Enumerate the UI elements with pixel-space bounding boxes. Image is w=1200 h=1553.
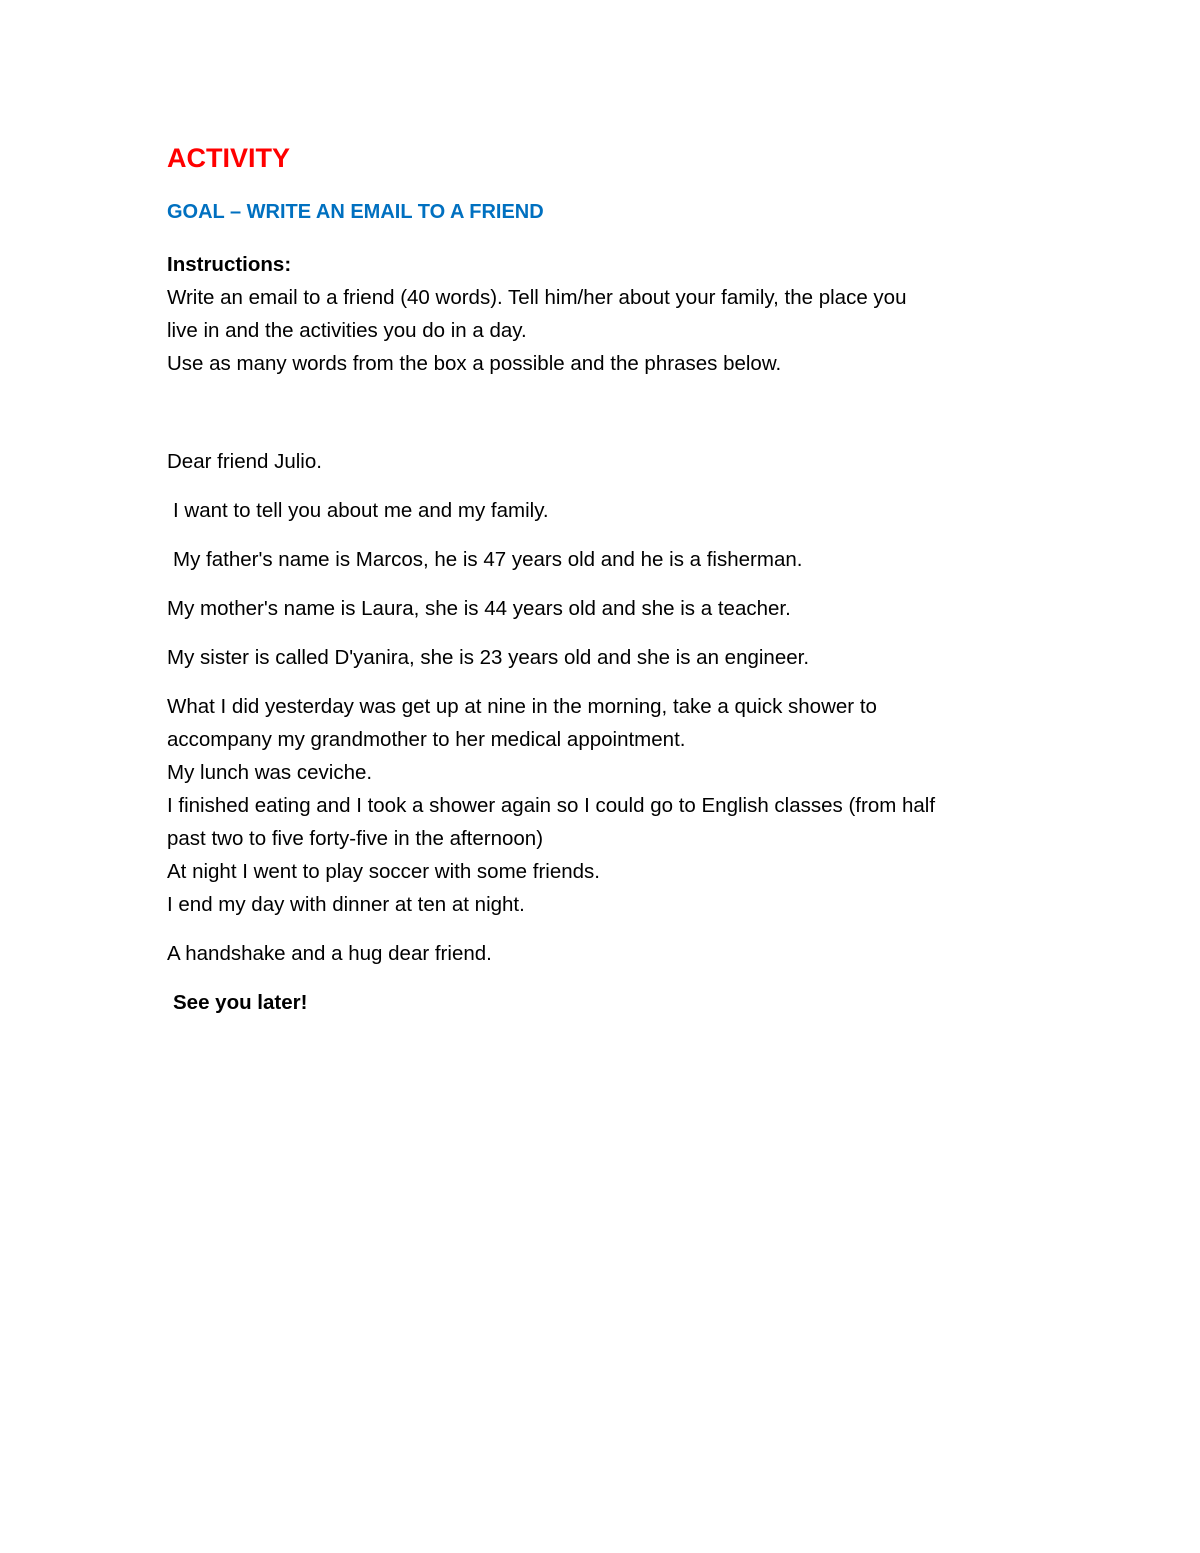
email-father: My father's name is Marcos, he is 47 years old and he is a fisherman. [173,548,803,571]
document-content [167,140,1047,1014]
email-body [167,445,1047,1035]
email-yesterday-paragraph [167,690,1047,921]
email-farewell: A handshake and a hug dear friend. [167,942,492,965]
email-yesterday-line: accompany my grandmother to her medical appointment. [167,728,686,751]
email-mother: My mother's name is Laura, she is 44 years old and she is a teacher. [167,597,791,620]
email-yesterday-line: My lunch was ceviche. [167,761,373,784]
email-greeting: Dear friend Julio. [167,450,322,473]
email-yesterday-line: At night I went to play soccer with some friends. [167,860,600,883]
instructions-section [167,248,1047,380]
email-intro: I want to tell you about me and my family. [173,499,549,522]
instructions-line: Use as many words from the box a possible and the phrases below. [167,352,782,375]
email-yesterday-line: What I did yesterday was get up at nine in the morning, take a quick shower to [167,695,877,718]
email-yesterday-line: I end my day with dinner at ten at night. [167,893,525,916]
instructions-line: live in and the activities you do in a day. [167,319,527,342]
email-sister: My sister is called D'yanira, she is 23 years old and she is an engineer. [167,646,810,669]
email-signoff: See you later! [173,991,308,1014]
email-yesterday-line: I finished eating and I took a shower again so I could go to English classes (from half [167,794,936,817]
goal-heading: GOAL – WRITE AN EMAIL TO A FRIEND [167,201,544,223]
activity-title: ACTIVITY [167,143,291,173]
instructions-heading: Instructions: [167,253,292,276]
email-yesterday-line: past two to five forty-five in the afternoon) [167,827,544,850]
instructions-line: Write an email to a friend (40 words). Tell him/her about your family, the place you [167,286,907,309]
